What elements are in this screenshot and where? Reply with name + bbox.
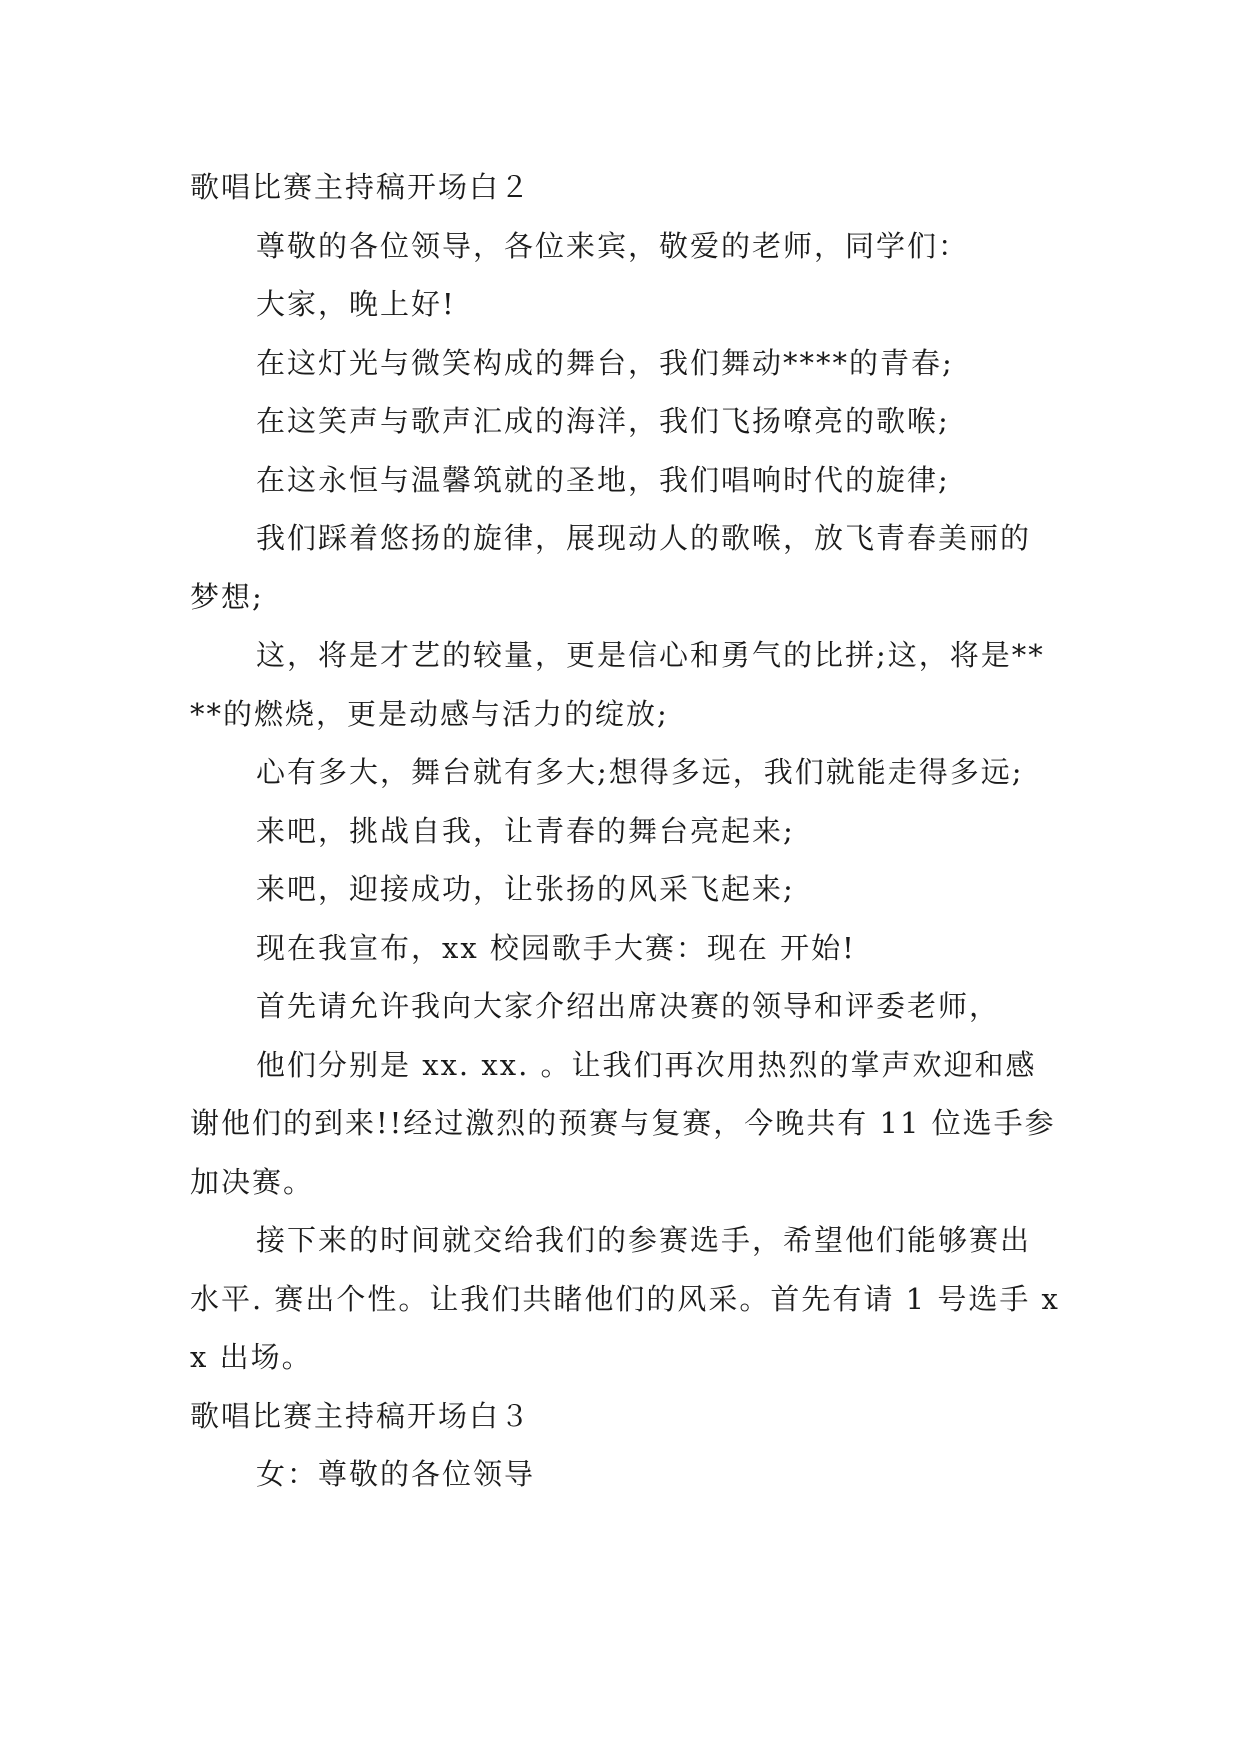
section-heading: 歌唱比赛主持稿开场白３ bbox=[190, 1398, 532, 1433]
document-body bbox=[190, 158, 1060, 1504]
paragraph: 女：尊敬的各位领导 bbox=[256, 1457, 536, 1491]
paragraph: 我们踩着悠扬的旋律，展现动人的歌喉，放飞青春美丽的梦想; bbox=[190, 521, 1032, 614]
paragraph: 他们分别是 xx. xx. 。让我们再次用热烈的掌声欢迎和感谢他们的到来!!经过激烈的预赛与复赛，今晚共有 11 位选手参加决赛。 bbox=[190, 1047, 1056, 1199]
paragraph: 现在我宣布，xx 校园歌手大赛：现在 开始! bbox=[256, 930, 856, 965]
paragraph: 接下来的时间就交给我们的参赛选手，希望他们能够赛出水平. 赛出个性。让我们共睹他们的风采。首先有请 1 号选手 xx 出场。 bbox=[190, 1223, 1060, 1374]
paragraph: 来吧，挑战自我，让青春的舞台亮起来; bbox=[256, 813, 795, 848]
paragraph: 心有多大，舞台就有多大;想得多远，我们就能走得多远; bbox=[256, 755, 1024, 789]
paragraph: 在这永恒与温馨筑就的圣地，我们唱响时代的旋律; bbox=[256, 462, 950, 497]
paragraph: 来吧，迎接成功，让张扬的风采飞起来; bbox=[256, 872, 795, 906]
paragraph: 这，将是才艺的较量，更是信心和勇气的比拼;这，将是****的燃烧，更是动感与活力的绽放; bbox=[190, 638, 1045, 731]
section-heading: 歌唱比赛主持稿开场白２ bbox=[190, 170, 532, 204]
paragraph: 尊敬的各位领导，各位来宾，敬爱的老师，同学们： bbox=[256, 228, 970, 263]
paragraph: 在这灯光与微笑构成的舞台，我们舞动****的青春; bbox=[256, 345, 954, 380]
paragraph: 首先请允许我向大家介绍出席决赛的领导和评委老师， bbox=[256, 989, 1001, 1023]
paragraph: 在这笑声与歌声汇成的海洋，我们飞扬嘹亮的歌喉; bbox=[256, 404, 950, 438]
paragraph: 大家，晚上好! bbox=[256, 287, 456, 321]
